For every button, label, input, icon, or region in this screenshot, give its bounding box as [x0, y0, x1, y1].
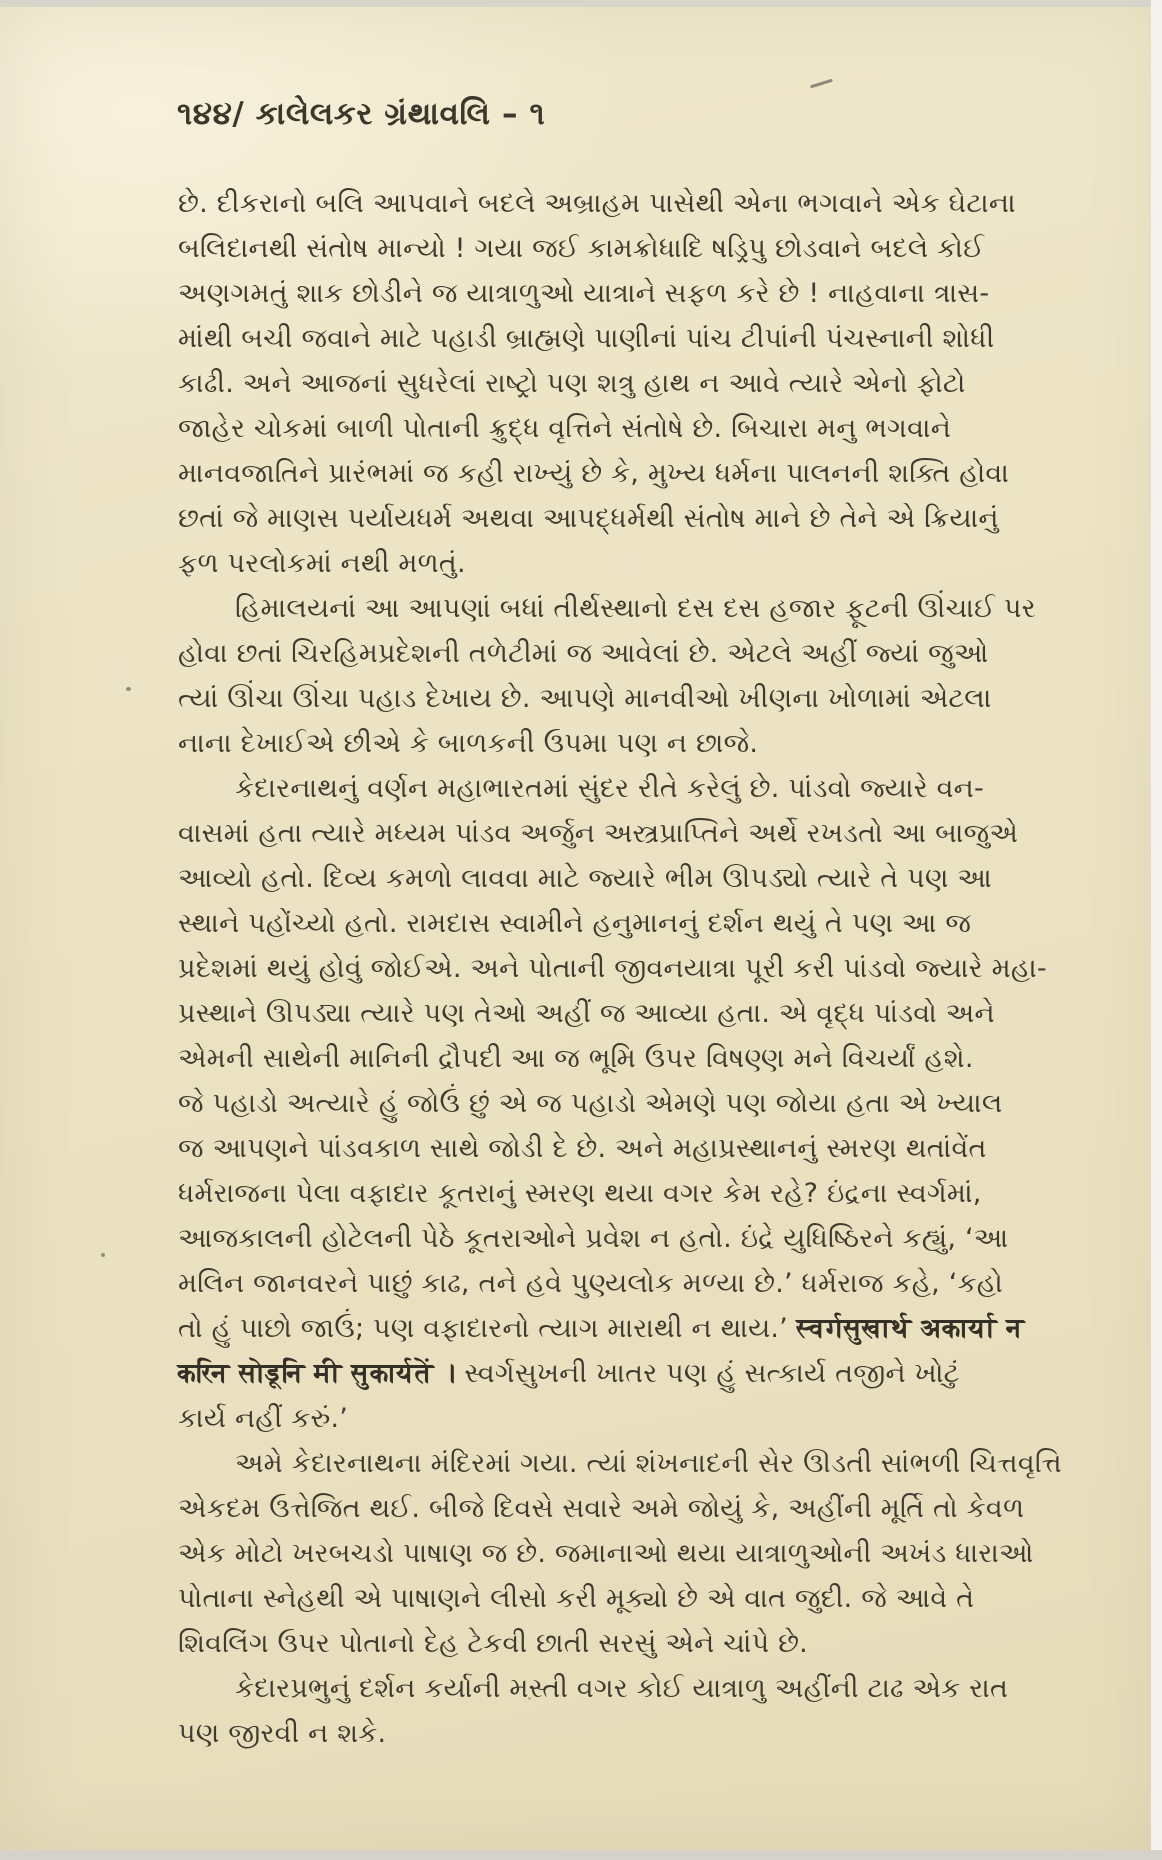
- text-line: [178, 1441, 1093, 1486]
- text-segment: હોવા છતાં ચિરહિમપ્રદેશની તળેટીમાં જ આવેલાં છે. એટલે અહીં જ્યાં જુઓ: [178, 638, 989, 669]
- text-line: [178, 1081, 1093, 1126]
- text-segment: બલિદાનથી સંતોષ માન્યો ! ગયા જઈ કામક્રોધાદિ ષડ્રિપુ છોડવાને બદલે કોઈ: [178, 233, 985, 264]
- text-line: [178, 631, 1093, 676]
- text-segment: અણગમતું શાક છોડીને જ યાત્રાળુઓ યાત્રાને સફળ કરે છે ! નાહવાના ત્રાસ-: [178, 278, 990, 309]
- text-segment: પોતાના સ્નેહથી એ પાષાણને લીસો કરી મૂક્યો છે એ વાત જુદી. જે આવે તે: [178, 1583, 975, 1614]
- text-segment: પણ જીરવી ન શકે.: [178, 1718, 387, 1749]
- text-line: [178, 856, 1093, 901]
- text-line: [178, 1306, 1093, 1351]
- devanagari-quote-segment: स्वर्गसुखार्थ अकार्या न: [796, 1313, 1025, 1344]
- text-line: [178, 451, 1093, 496]
- text-segment: વાસમાં હતા ત્યારે મધ્યમ પાંડવ અર્જુન અસ્ત્રપ્રાપ્તિને અર્થે રખડતો આ બાજુએ: [178, 818, 1019, 849]
- text-segment: અમે કેદારનાથના મંદિરમાં ગયા. ત્યાં શંખનાદની સેર ઊડતી સાંભળી ચિત્તવૃત્તિ: [235, 1448, 1062, 1479]
- paragraph: [178, 1666, 1093, 1756]
- text-line: [178, 586, 1093, 631]
- text-line: [178, 406, 1093, 451]
- text-line: [178, 181, 1093, 226]
- text-segment: પ્રસ્થાને ઊપડ્યા ત્યારે પણ તેઓ અહીં જ આવ્યા હતા. એ વૃદ્ધ પાંડવો અને: [178, 998, 995, 1029]
- page-header-text: ૧૪૪/ કાલેલકર ગ્રંથાવલિ – ૧: [177, 96, 546, 132]
- text-segment: ફળ પરલોકમાં નથી મળતું.: [178, 548, 466, 579]
- text-segment: તો હું પાછો જાઉં; પણ વફાદારનો ત્યાગ મારાથી ન થાય.’: [178, 1313, 797, 1344]
- text-line: [178, 991, 1093, 1036]
- text-segment: નાના દેખાઈએ છીએ કે બાળકની ઉપમા પણ ન છાજે.: [178, 728, 759, 759]
- scan-edge-bottom: [0, 1850, 1162, 1860]
- text-segment: માંથી બચી જવાને માટે પહાડી બ્રાહ્મણે પાણીનાં પાંચ ટીપાંની પંચસ્નાની શોધી: [178, 323, 995, 354]
- scan-edge-top: [0, 0, 1162, 7]
- page-header: [177, 96, 545, 133]
- text-segment: ત્યાં ઊંચા ઊંચા પહાડ દેખાય છે. આપણે માનવીઓ ખીણના ખોળામાં એટલા: [178, 683, 992, 714]
- text-segment: શિવલિંગ ઉપર પોતાનો દેહ ટેકવી છાતી સરસું એને ચાંપે છે.: [178, 1628, 808, 1659]
- pen-stroke-artifact: [810, 79, 833, 89]
- text-segment: જે પહાડો અત્યારે હું જોઉં છું એ જ પહાડો એમણે પણ જોયા હતા એ ખ્યાલ: [178, 1088, 1003, 1119]
- text-line: [178, 946, 1093, 991]
- text-segment: કેદારપ્રભુનું દર્શન કર્યાની મસ્તી વગર કોઈ યાત્રાળુ અહીંની ટાઢ એક રાત: [235, 1673, 1009, 1704]
- paragraph: [178, 1441, 1093, 1666]
- paper-speck: [126, 687, 131, 691]
- text-line: [178, 496, 1093, 541]
- text-line: [178, 1351, 1093, 1396]
- text-segment: ધર્મરાજના પેલા વફાદાર કૂતરાનું સ્મરણ થયા વગર કેમ રહે? ઇંદ્રના સ્વર્ગમાં,: [178, 1178, 982, 1209]
- text-segment: એકદમ ઉત્તેજિત થઈ. બીજે દિવસે સવારે અમે જોયું કે, અહીંની મૂર્તિ તો કેવળ: [178, 1493, 1025, 1524]
- text-segment: કેદારનાથનું વર્ણન મહાભારતમાં સુંદર રીતે કરેલું છે. પાંડવો જ્યારે વન-: [235, 773, 984, 804]
- text-line: [178, 721, 1093, 766]
- text-segment: કાર્ય નહીં કરું.’: [178, 1403, 349, 1434]
- text-segment: સ્વર્ગસુખની ખાતર પણ હું સત્કાર્ય તજીને ખોટું: [455, 1358, 960, 1389]
- text-line: [178, 1036, 1093, 1081]
- text-segment: માનવજાતિને પ્રારંભમાં જ કહી રાખ્યું છે કે, મુખ્ય ધર્મના પાલનની શક્તિ હોવા: [178, 458, 1010, 489]
- text-line: [178, 1576, 1093, 1621]
- text-segment: એક મોટો ખરબચડો પાષાણ જ છે. જમાનાઓ થયા યાત્રાળુઓની અખંડ ધારાઓ: [178, 1538, 1034, 1569]
- text-segment: આજકાલની હોટેલની પેઠે કૂતરાઓને પ્રવેશ ન હતો. ઇંદ્રે યુધિષ્ઠિરને કહ્યું, ‘આ: [178, 1223, 1009, 1254]
- text-line: [178, 1261, 1093, 1306]
- text-line: [178, 1666, 1093, 1711]
- paragraph: [178, 586, 1093, 766]
- text-segment: એમની સાથેની માનિની દ્રૌપદી આ જ ભૂમિ ઉપર વિષણ્ણ મને વિચર્યાં હશે.: [178, 1043, 974, 1074]
- text-segment: જ આપણને પાંડવકાળ સાથે જોડી દે છે. અને મહાપ્રસ્થાનનું સ્મરણ થતાંવેંત: [178, 1133, 987, 1164]
- text-line: [178, 1531, 1093, 1576]
- paragraph: [178, 766, 1093, 1441]
- text-line: [178, 1216, 1093, 1261]
- text-line: [178, 1621, 1093, 1666]
- text-line: [178, 1486, 1093, 1531]
- text-line: [178, 811, 1093, 856]
- text-segment: સ્થાને પહોંચ્યો હતો. રામદાસ સ્વામીને હનુમાનનું દર્શન થયું તે પણ આ જ: [178, 908, 972, 939]
- text-segment: છે. દીકરાનો બલિ આપવાને બદલે અબ્રાહમ પાસેથી એના ભગવાને એક ઘેટાના: [178, 188, 1016, 219]
- text-segment: જાહેર ચોકમાં બાળી પોતાની ક્રુદ્ધ વૃત્તિને સંતોષે છે. બિચારા મનુ ભગવાને: [178, 413, 952, 444]
- paragraph: [178, 181, 1093, 586]
- text-line: [178, 901, 1093, 946]
- text-segment: કાઢી. અને આજનાં સુધરેલાં રાષ્ટ્રો પણ શત્રુ હાથ ન આવે ત્યારે એનો ફોટો: [178, 368, 966, 399]
- text-line: [178, 541, 1093, 586]
- text-segment: હિમાલયનાં આ આપણાં બધાં તીર્થસ્થાનો દસ દસ હજાર ફૂટની ઊંચાઈ પર: [235, 593, 1036, 624]
- devanagari-quote-segment: करिन सोडूनि मी सुकार्यतें ।: [178, 1358, 456, 1389]
- page-body: [178, 181, 1093, 1756]
- paper-speck: [101, 1253, 105, 1257]
- text-line: [178, 676, 1093, 721]
- scan-edge-right: [1151, 0, 1162, 1860]
- text-segment: છતાં જે માણસ પર્યાયધર્મ અથવા આપદ્ધર્મથી સંતોષ માને છે તેને એ ક્રિયાનું: [178, 503, 999, 534]
- text-line: [178, 1711, 1093, 1756]
- text-line: [178, 271, 1093, 316]
- text-line: [178, 1126, 1093, 1171]
- text-line: [178, 1171, 1093, 1216]
- text-line: [178, 316, 1093, 361]
- text-line: [178, 766, 1093, 811]
- text-line: [178, 361, 1093, 406]
- text-line: [178, 1396, 1093, 1441]
- text-segment: પ્રદેશમાં થયું હોવું જોઈએ. અને પોતાની જીવનયાત્રા પૂરી કરી પાંડવો જ્યારે મહા-: [178, 953, 1047, 984]
- text-segment: મલિન જાનવરને પાછું કાઢ, તને હવે પુણ્યલોક મળ્યા છે.’ ધર્મરાજ કહે, ‘કહો: [178, 1268, 1003, 1299]
- text-segment: આવ્યો હતો. દિવ્ય કમળો લાવવા માટે જ્યારે ભીમ ઊપડ્યો ત્યારે તે પણ આ: [178, 863, 992, 894]
- text-line: [178, 226, 1093, 271]
